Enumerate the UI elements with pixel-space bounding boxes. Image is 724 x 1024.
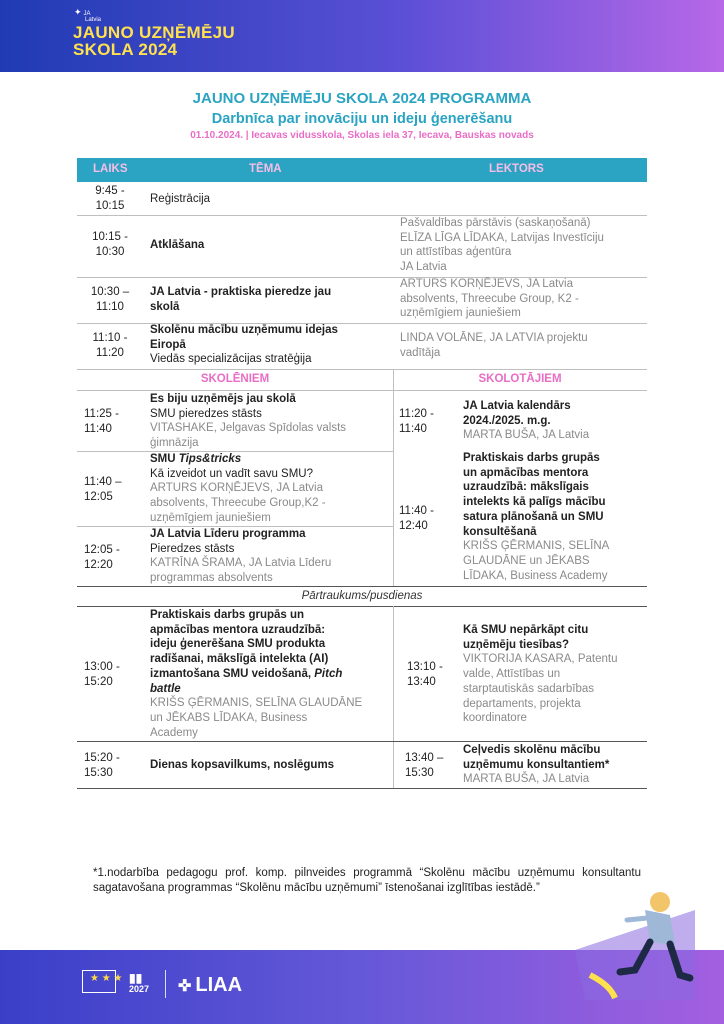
closing-teacher-topic: Ceļvedis skolēnu mācību uzņēmumu konsultantiem* MARTA BUŠA, JA Latvia (463, 744, 610, 786)
table-row-time: 11:10 - 11:20 (92, 332, 128, 359)
page-title: JAUNO UZŅĒMĒJU SKOLA 2024 PROGRAMMA (192, 90, 532, 107)
row-divider (77, 586, 647, 587)
table-row-lecturer: Pašvaldības pārstāvis (saskaņošanā) ELĪZA LĪGA LĪDAKA, Latvijas Investīciju un attīstības aģentūra JA Latvia (400, 217, 604, 274)
col-lecturer: LEKTORS (489, 163, 544, 175)
brand-title (73, 24, 235, 58)
section-students: SKOLĒNIEM (200, 373, 270, 385)
ja-logo-text-2: Latvia (85, 17, 102, 23)
table-row-lecturer: ARTURS KORŅĒJEVS, JA Latvia absolvents, Threecube Group, K2 - uzņēmīgiem jauniešiem (400, 278, 579, 320)
student-row-topic: SMU Tips&tricks Kā izveidot un vadīt savu SMU? ARTURS KORŅĒJEVS, JA Latvia absolvents, Threecube Group,K2 - uzņēmīgiem jauniešiem (150, 453, 326, 524)
liaa-logo: ✜ LIAA (178, 974, 243, 996)
table-row-lecturer: LINDA VOLĀNE, JA LATVIA projektu vadītāja (400, 332, 588, 359)
afternoon-teacher-time: 13:10 - 13:40 (407, 661, 443, 688)
row-divider (77, 788, 647, 789)
logo-2027: ▮▮ 2027 (129, 971, 150, 994)
teacher-row-topic: JA Latvia kalendārs 2024./2025. m.g. MARTA BUŠA, JA Latvia (463, 400, 590, 442)
closing-student-time: 15:20 - 15:30 (84, 752, 120, 779)
runner-illustration (575, 880, 695, 1000)
table-row-topic: Skolēnu mācību uzņēmumu idejas Eiropā Viedās specializācijas stratēģija (150, 324, 338, 366)
row-divider (77, 390, 647, 391)
col-topic: TĒMA (249, 163, 282, 175)
afternoon-student-time: 13:00 - 15:20 (84, 661, 120, 688)
ja-star-icon: ✦ (74, 7, 82, 17)
student-row-topic: Es biju uzņēmējs jau skolā SMU pieredzes stāsts VITASHAKE, Jelgavas Spīdolas valsts ģimnāzija (150, 393, 347, 450)
ja-logo-text: JA (83, 11, 91, 17)
column-divider (393, 606, 394, 788)
break-label: Pārtraukums/pusdienas (301, 590, 423, 602)
brand-line-2: SKOLA 2024 (73, 40, 178, 59)
closing-student-topic: Dienas kopsavilkums, noslēgums (150, 759, 335, 771)
ja-latvia-logo (74, 9, 101, 23)
page-subtitle: Darbnīca par inovāciju un ideju ģenerēšanu (211, 111, 513, 127)
table-row-time: 9:45 - 10:15 (95, 185, 125, 212)
teacher-row-time: 11:20 - 11:40 (399, 408, 434, 435)
liaa-mark-icon: ✜ (178, 978, 192, 995)
row-divider (77, 606, 647, 607)
col-time: LAIKS (93, 163, 128, 175)
event-meta: 01.10.2024. | Iecavas vidusskola, Skolas iela 37, Iecava, Bauskas novads (190, 130, 534, 141)
table-row-topic: Reģistrācija (150, 193, 211, 205)
row-divider (77, 741, 647, 742)
row-divider (77, 369, 647, 370)
table-row-topic: JA Latvia - praktiska pieredze jau skolā (150, 286, 332, 313)
afternoon-teacher-topic: Kā SMU nepārkāpt citu uzņēmēju tiesības? VIKTORIJA KASARA, Patentu valde, Attīstības un starptautiskās sadarbības departaments, projekta koordinatore (463, 624, 618, 725)
afternoon-student-topic: Praktiskais darbs grupās un apmācības mentora uzraudzībā: ideju ģenerēšana SMU produkta radīšanai, mākslīgā intelekta (AI) izmantošana SMU veidošanā, Pitch battle KRIŠS ĢĒRMANIS, SELĪNA GLAUDĀNE un JĒKABS LĪDAKA, Business Academy (150, 609, 363, 739)
closing-teacher-time: 13:40 – 15:30 (405, 752, 444, 779)
student-row-time: 12:05 - 12:20 (84, 544, 120, 571)
table-header (77, 158, 647, 182)
student-row-topic: JA Latvia Līderu programma Pieredzes stāsts KATRĪNA ŠRAMA, JA Latvia Līderu programmas absolvents (150, 528, 332, 585)
section-teachers: SKOLOTĀJIEM (478, 373, 562, 385)
brand-line-1: JAUNO UZŅĒMĒJU (73, 23, 235, 42)
student-row-time: 11:25 - 11:40 (84, 408, 119, 435)
teacher-row-topic: Praktiskais darbs grupās un apmācības mentora uzraudzībā: mākslīgais intelekts kā palīgs mācību satura plānošanā un SMU konsultēšanā KRIŠS ĢĒRMANIS, SELĪNA GLAUDĀNE un JĒKABS LĪDAKA, Business Academy (463, 452, 610, 582)
student-row-time: 11:40 – 12:05 (84, 476, 122, 503)
eu-stars-icon: ★ ★ ★ (90, 973, 123, 984)
table-row-time: 10:30 – 11:10 (90, 286, 130, 313)
table-row-time: 10:15 - 10:30 (92, 231, 128, 258)
logo-2027-icon: ▮▮ (129, 971, 143, 985)
footer-separator (165, 970, 166, 998)
footnote: *1.nodarbība pedagogu prof. komp. pilnveides programmā “Skolēnu mācību uzņēmumu konsultantu sagatavošana programmas “Skolēnu mācību uzņēmumi” īstenošanai izglītības iestādē.” (93, 867, 641, 894)
teacher-row-time: 11:40 - 12:40 (399, 505, 434, 532)
column-divider (393, 369, 394, 586)
table-row-topic: Atklāšana (150, 239, 205, 251)
